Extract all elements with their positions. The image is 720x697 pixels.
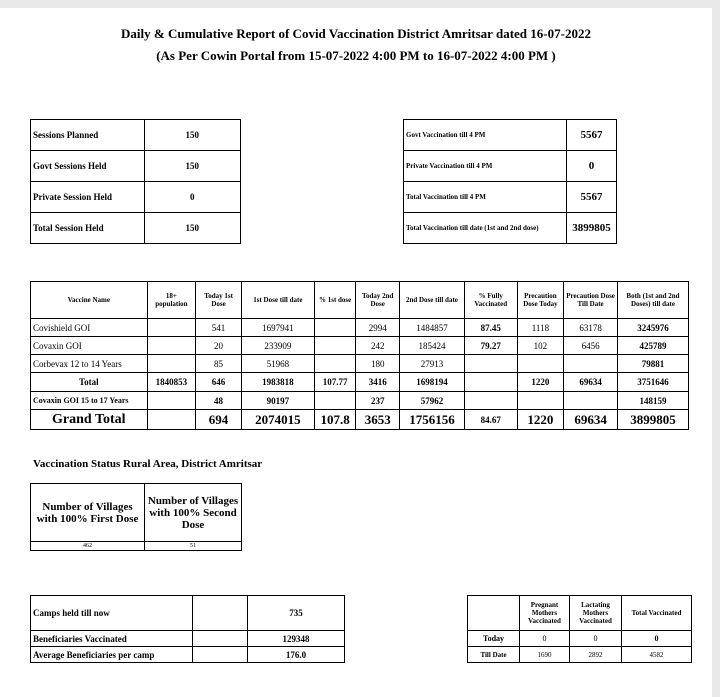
table-cell: 237 (356, 392, 400, 410)
table-cell (147, 319, 196, 337)
table-cell: 1983818 (241, 373, 314, 392)
table-cell: 0 (570, 631, 622, 647)
table-cell: 51968 (241, 355, 314, 373)
sessions-table (30, 119, 241, 244)
table-cell: 69634 (564, 410, 618, 430)
session-value: 150 (144, 213, 241, 244)
table-row (31, 355, 689, 373)
column-header: 2nd Dose till date (400, 282, 465, 319)
table-cell (314, 337, 356, 355)
table-cell: 1697941 (241, 319, 314, 337)
table-cell: 4582 (622, 647, 692, 663)
rural-villages-table (30, 483, 242, 551)
column-header: 18+ population (147, 282, 196, 319)
column-header: Today 2nd Dose (356, 282, 400, 319)
table-row (404, 151, 617, 182)
table-cell: 694 (196, 410, 242, 430)
report-title: Daily & Cumulative Report of Covid Vaccination District Amritsar dated 16-07-2022 (121, 26, 591, 41)
column-header: Precaution Dose Today (517, 282, 564, 319)
table-cell: 27913 (400, 355, 465, 373)
session-value: 150 (144, 120, 241, 151)
table-cell (464, 392, 517, 410)
vaccination-label: Total Vaccination till date (1st and 2nd dose) (404, 213, 567, 244)
total-label: Total (31, 373, 148, 392)
column-header: 1st Dose till date (241, 282, 314, 319)
session-label: Total Session Held (31, 213, 145, 244)
table-cell: 2074015 (241, 410, 314, 430)
vaccination-value: 3899805 (567, 213, 617, 244)
table-row (31, 182, 241, 213)
table-row (31, 647, 345, 663)
rural-heading: Vaccination Status Rural Area, District Amritsar (33, 458, 263, 470)
table-row (31, 319, 689, 337)
table-cell: 3245976 (617, 319, 688, 337)
vaccination-value: 5567 (567, 182, 617, 213)
table-row (404, 120, 617, 151)
table-cell (147, 392, 196, 410)
grand-total-label: Grand Total (31, 410, 148, 430)
column-header: % Fully Vaccinated (464, 282, 517, 319)
table-cell: 107.77 (314, 373, 356, 392)
table-cell: 107.8 (314, 410, 356, 430)
column-header: Today 1st Dose (196, 282, 242, 319)
table-cell: 84.67 (464, 410, 517, 430)
table-cell: 90197 (241, 392, 314, 410)
table-cell: 1220 (517, 410, 564, 430)
vaccination-label: Total Vaccination till 4 PM (404, 182, 567, 213)
table-cell (564, 355, 618, 373)
table-cell: 48 (196, 392, 242, 410)
table-cell: 1756156 (400, 410, 465, 430)
table-cell: 3416 (356, 373, 400, 392)
table-cell: 1840853 (147, 373, 196, 392)
grand-total-row (31, 410, 689, 430)
vaccination-totals-table (403, 119, 617, 244)
table-cell: 63178 (564, 319, 618, 337)
table-row (468, 647, 692, 663)
first-dose-villages: 462 (31, 542, 145, 551)
camp-value: 129348 (248, 631, 345, 647)
table-cell: 541 (196, 319, 242, 337)
row-label: Till Date (468, 647, 520, 663)
table-header-row (31, 282, 689, 319)
table-cell (517, 355, 564, 373)
table-cell: 57962 (400, 392, 465, 410)
table-cell: 87.45 (464, 319, 517, 337)
table-cell: 185424 (400, 337, 465, 355)
vaccine-name: Corbevax 12 to 14 Years (31, 355, 148, 373)
table-cell (314, 319, 356, 337)
table-cell: 0 (622, 631, 692, 647)
camp-value: 176.0 (248, 647, 345, 663)
column-header: % 1st dose (314, 282, 356, 319)
table-cell: 425789 (617, 337, 688, 355)
session-value: 0 (144, 182, 241, 213)
table-cell: 1484857 (400, 319, 465, 337)
empty-cell (193, 596, 248, 631)
column-header: Precaution Dose Till Date (564, 282, 618, 319)
table-cell: 1118 (517, 319, 564, 337)
table-row-total (31, 373, 689, 392)
vaccine-name: Covishield GOI (31, 319, 148, 337)
table-cell: 180 (356, 355, 400, 373)
vaccination-label: Govt Vaccination till 4 PM (404, 120, 567, 151)
empty-cell (468, 596, 520, 631)
camps-table (30, 595, 345, 663)
table-cell: 102 (517, 337, 564, 355)
table-row (468, 631, 692, 647)
table-cell: 79.27 (464, 337, 517, 355)
empty-cell (193, 647, 248, 663)
table-cell: 242 (356, 337, 400, 355)
table-cell: 85 (196, 355, 242, 373)
column-header: Number of Villages with 100% First Dose (31, 484, 145, 542)
table-cell: 3899805 (617, 410, 688, 430)
table-cell (147, 355, 196, 373)
table-cell: 1698194 (400, 373, 465, 392)
camp-value: 735 (248, 596, 345, 631)
vaccination-label: Private Vaccination till 4 PM (404, 151, 567, 182)
table-cell: 0 (520, 631, 570, 647)
column-header: Vaccine Name (31, 282, 148, 319)
table-row (404, 213, 617, 244)
row-label: Today (468, 631, 520, 647)
table-cell (314, 355, 356, 373)
vaccine-name: Covaxin GOI 15 to 17 Years (31, 392, 148, 410)
table-cell (147, 337, 196, 355)
column-header: Both (1st and 2nd Doses) till date (617, 282, 688, 319)
column-header: Pregnant Mothers Vaccinated (520, 596, 570, 631)
table-row (31, 596, 345, 631)
table-cell: 6456 (564, 337, 618, 355)
table-cell: 148159 (617, 392, 688, 410)
table-cell (464, 373, 517, 392)
table-cell: 2892 (570, 647, 622, 663)
table-row (31, 213, 241, 244)
table-cell: 3653 (356, 410, 400, 430)
camp-label: Beneficiaries Vaccinated (31, 631, 193, 647)
table-cell: 1690 (520, 647, 570, 663)
table-header-row (31, 484, 242, 542)
table-row (31, 337, 689, 355)
column-header: Number of Villages with 100% Second Dose (145, 484, 242, 542)
table-cell: 69634 (564, 373, 618, 392)
table-row (31, 542, 242, 551)
vaccination-value: 0 (567, 151, 617, 182)
table-row (31, 631, 345, 647)
report-subtitle: (As Per Cowin Portal from 15-07-2022 4:00 PM to 16-07-2022 4:00 PM ) (156, 48, 556, 63)
table-cell (464, 355, 517, 373)
column-header: Lactating Mothers Vaccinated (570, 596, 622, 631)
table-cell: 646 (196, 373, 242, 392)
table-row (31, 120, 241, 151)
table-cell: 20 (196, 337, 242, 355)
session-label: Govt Sessions Held (31, 151, 145, 182)
camp-label: Average Beneficiaries per camp (31, 647, 193, 663)
vaccine-name: Covaxin GOI (31, 337, 148, 355)
table-cell: 79881 (617, 355, 688, 373)
vaccination-value: 5567 (567, 120, 617, 151)
mothers-table (467, 595, 692, 663)
empty-cell (193, 631, 248, 647)
table-cell (147, 410, 196, 430)
table-cell: 1220 (517, 373, 564, 392)
table-row (31, 392, 689, 410)
vaccine-table (30, 281, 689, 430)
camp-label: Camps held till now (31, 596, 193, 631)
table-cell (564, 392, 618, 410)
session-value: 150 (144, 151, 241, 182)
session-label: Sessions Planned (31, 120, 145, 151)
second-dose-villages: 51 (145, 542, 242, 551)
table-cell: 233909 (241, 337, 314, 355)
table-cell: 3751646 (617, 373, 688, 392)
column-header: Total Vaccinated (622, 596, 692, 631)
table-cell (314, 392, 356, 410)
table-row (404, 182, 617, 213)
table-row (31, 151, 241, 182)
session-label: Private Session Held (31, 182, 145, 213)
table-cell (517, 392, 564, 410)
table-cell: 2994 (356, 319, 400, 337)
table-header-row (468, 596, 692, 631)
report-page (0, 8, 712, 697)
